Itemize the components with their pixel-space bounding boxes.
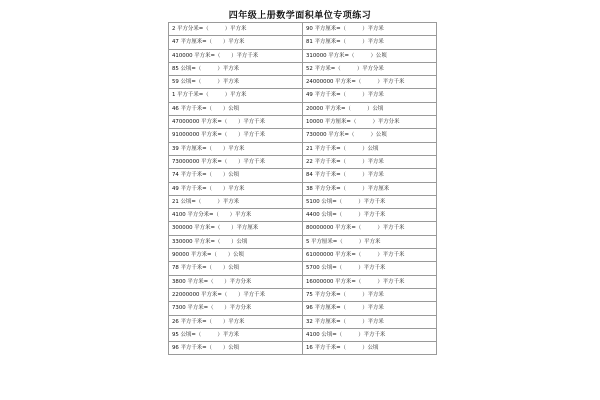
exercise-cell: 73000000 平方米=（ ）平方千米 (169, 155, 303, 168)
exercise-cell: 16 平方千米=（ ）公顷 (303, 342, 437, 355)
table-row (169, 169, 437, 182)
exercise-cell: 22000000 平方米=（ ）平方千米 (169, 288, 303, 301)
exercise-cell: 16000000 平方米=（ ）平方千米 (303, 275, 437, 288)
exercise-cell: 91000000 平方米=（ ）平方千米 (169, 129, 303, 142)
worksheet-title: 四年级上册数学面积单位专项练习 (228, 11, 372, 21)
exercise-cell: 80000000 平方米=（ ）平方千米 (303, 222, 437, 235)
exercise-cell: 5 平方厘米=（ ）平方米 (303, 235, 437, 248)
table-row (169, 142, 437, 155)
exercise-cell: 52 平方米=（ ）平方分米 (303, 62, 437, 75)
exercise-cell: 310000 平方米=（ ）公顷 (303, 49, 437, 62)
exercise-cell: 3800 平方米=（ ）平方分米 (169, 275, 303, 288)
exercise-cell: 4400 公顷=（ ）平方千米 (303, 209, 437, 222)
exercise-cell: 300000 平方米=（ ）平方厘米 (169, 222, 303, 235)
table-row (169, 275, 437, 288)
exercise-cell: 47000000 平方米=（ ）平方千米 (169, 116, 303, 129)
table-row (169, 315, 437, 328)
table-row (169, 288, 437, 301)
exercise-cell: 21 平方千米=（ ）公顷 (303, 142, 437, 155)
exercise-cell: 47 平方厘米=（ ）平方米 (169, 36, 303, 49)
exercise-cell: 39 平方厘米=（ ）平方米 (169, 142, 303, 155)
exercise-cell: 46 平方千米=（ ）公顷 (169, 102, 303, 115)
exercise-cell: 20000 平方米=（ ）公顷 (303, 102, 437, 115)
exercise-cell: 10000 平方厘米=（ ）平方分米 (303, 116, 437, 129)
exercise-cell: 78 平方千米=（ ）公顷 (169, 262, 303, 275)
exercise-cell: 32 平方厘米=（ ）平方米 (303, 315, 437, 328)
table-row (169, 76, 437, 89)
exercise-cell: 1 平方千米=（ ）平方米 (169, 89, 303, 102)
table-row (169, 49, 437, 62)
exercise-cell: 61000000 平方米=（ ）平方千米 (303, 249, 437, 262)
table-row (169, 328, 437, 341)
exercise-cell: 95 公顷=（ ）平方米 (169, 328, 303, 341)
table-row (169, 222, 437, 235)
exercise-cell: 410000 平方米=（ ）平方千米 (169, 49, 303, 62)
table-row (169, 195, 437, 208)
exercise-cell: 4100 公顷=（ ）平方千米 (303, 328, 437, 341)
exercise-cell: 75 平方分米=（ ）平方米 (303, 288, 437, 301)
exercise-cell: 49 平方千米=（ ）平方米 (169, 182, 303, 195)
exercise-rows (169, 23, 437, 355)
table-row (169, 62, 437, 75)
table-row (169, 302, 437, 315)
table-row (169, 342, 437, 355)
exercise-cell: 84 平方千米=（ ）平方米 (303, 169, 437, 182)
table-row (169, 116, 437, 129)
table-row (169, 129, 437, 142)
exercise-cell: 59 公顷=（ ）平方米 (169, 76, 303, 89)
table-row (169, 235, 437, 248)
exercise-cell: 2 平方分米=（ ）平方米 (169, 23, 303, 36)
table-row (169, 249, 437, 262)
exercise-cell: 22 平方千米=（ ）平方米 (303, 155, 437, 168)
exercise-cell: 4100 平方分米=（ ）平方米 (169, 209, 303, 222)
table-row (169, 102, 437, 115)
exercise-cell: 330000 平方米=（ ）公顷 (169, 235, 303, 248)
exercise-table (168, 22, 437, 355)
exercise-cell: 730000 平方米=（ ）公顷 (303, 129, 437, 142)
table-row (169, 182, 437, 195)
exercise-cell: 26 平方千米=（ ）平方米 (169, 315, 303, 328)
exercise-cell: 21 公顷=（ ）平方米 (169, 195, 303, 208)
table-row (169, 262, 437, 275)
exercise-cell: 96 平方厘米=（ ）平方米 (303, 302, 437, 315)
exercise-cell: 90000 平方米=（ ）公顷 (169, 249, 303, 262)
exercise-cell: 5100 公顷=（ ）平方千米 (303, 195, 437, 208)
table-row (169, 36, 437, 49)
table-row (169, 155, 437, 168)
exercise-cell: 81 平方厘米=（ ）平方米 (303, 36, 437, 49)
exercise-cell: 74 平方千米=（ ）公顷 (169, 169, 303, 182)
exercise-cell: 24000000 平方米=（ ）平方千米 (303, 76, 437, 89)
table-row (169, 89, 437, 102)
exercise-cell: 38 平方分米=（ ）平方厘米 (303, 182, 437, 195)
exercise-cell: 96 平方千米=（ ）公顷 (169, 342, 303, 355)
exercise-cell: 5700 公顷=（ ）平方千米 (303, 262, 437, 275)
exercise-cell: 85 公顷=（ ）平方米 (169, 62, 303, 75)
exercise-cell: 49 平方千米=（ ）平方米 (303, 89, 437, 102)
table-row (169, 23, 437, 36)
exercise-cell: 90 平方厘米=（ ）平方米 (303, 23, 437, 36)
table-row (169, 209, 437, 222)
exercise-cell: 7300 平方米=（ ）平方分米 (169, 302, 303, 315)
